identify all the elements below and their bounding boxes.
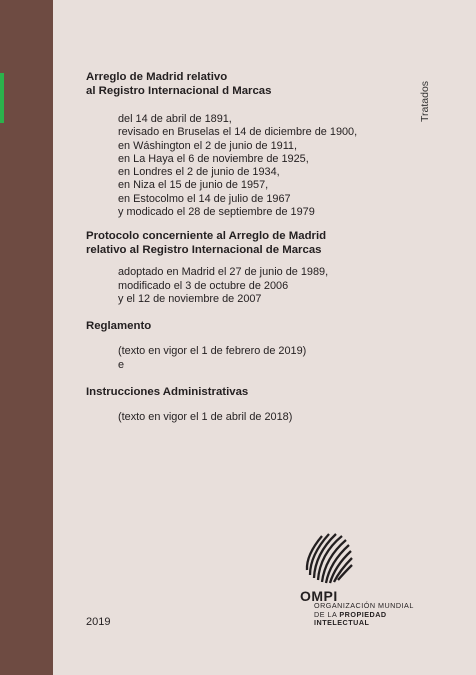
section-lines: del 14 de abril de 1891, revisado en Bruselas el 14 de diciembre de 1900, en Wáshington el 2 de junio de 1911, en La Haya el 6 de noviembre de 1925, en Londres el 2 de junio de 1934, en Niza el 15 de junio de 1957, en Estocolmo el 14 de julio de 1967 y modicado el 28 de septiembre de 1979: [118, 113, 358, 219]
section-lines: (texto en vigor el 1 de febrero de 2019) e: [118, 345, 307, 371]
publisher-name: ORGANIZACIÓN MUNDIAL DE LA PROPIEDAD INTELECTUAL: [314, 601, 414, 628]
section-heading: Reglamento: [86, 320, 152, 333]
section-lines: (texto en vigor el 1 de abril de 2018): [118, 410, 293, 423]
publication-year: 2019: [86, 616, 111, 628]
section-heading: Instrucciones Administrativas: [86, 385, 249, 398]
accent-bar: [0, 73, 4, 123]
ompi-globe-logo: [300, 528, 356, 586]
cover-content: [86, 70, 406, 424]
section-lines: adoptado en Madrid el 27 de junio de 1989, modificado el 3 de octubre de 2006 y el 12 de noviembre de 2007: [118, 266, 329, 305]
section-heading: Protocolo concerniente al Arreglo de Madrid relativo al Registro Internacional de Marcas: [86, 230, 327, 257]
series-label: Tratados: [419, 80, 431, 122]
cover-spine: [0, 0, 53, 675]
publisher-acronym: OMPI: [300, 588, 338, 604]
section-heading: Arreglo de Madrid relativo al Registro Internacional d Marcas: [86, 71, 272, 97]
